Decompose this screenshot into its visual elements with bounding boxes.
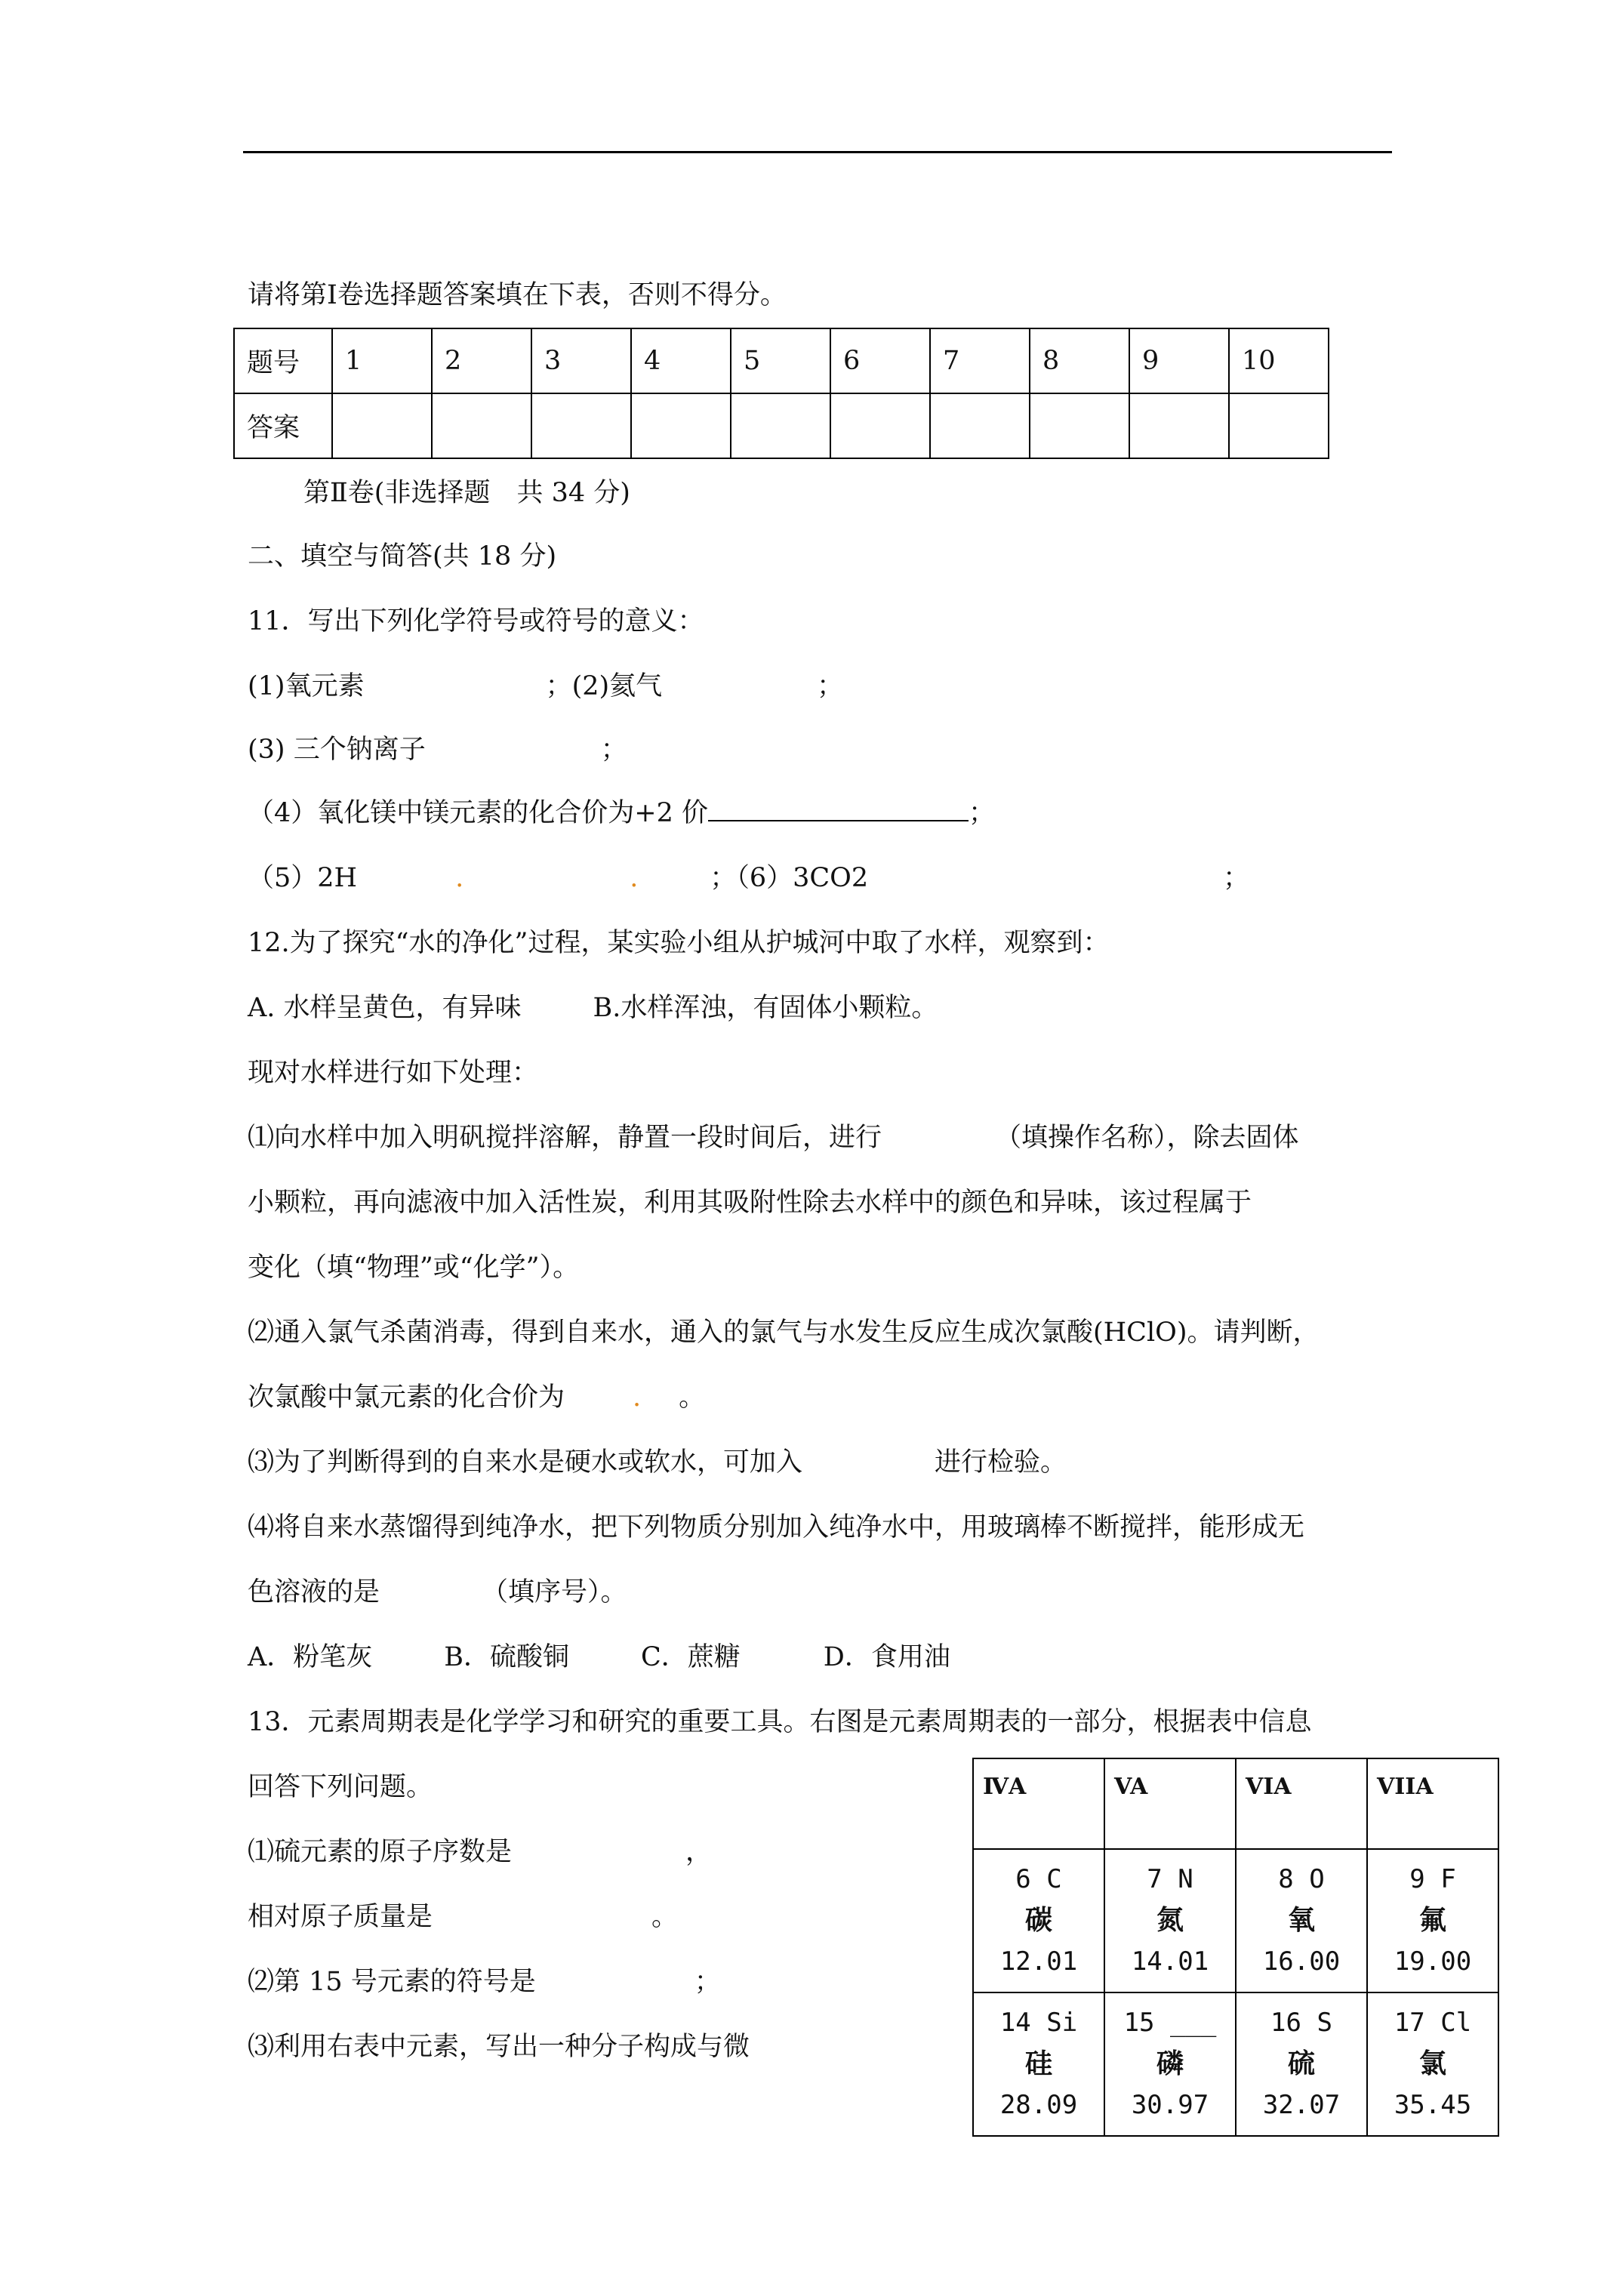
element-cell: 16 S 硫 32.07	[1236, 1992, 1367, 2136]
question-number: 1	[332, 328, 432, 393]
answer-cell[interactable]	[631, 393, 731, 458]
question-number: 2	[432, 328, 531, 393]
answer-cell[interactable]	[1229, 393, 1329, 458]
q12-stem: 12.为了探究“水的净化”过程，某实验小组从护城河中取了水样，观察到：	[248, 928, 1110, 958]
answer-cell[interactable]	[1129, 393, 1229, 458]
q12-options	[248, 1641, 950, 1673]
q11-line5: （5）2H . . ；（6）3CO2 ；	[248, 863, 1250, 893]
group-header: VA	[1104, 1758, 1236, 1849]
q12-observations	[248, 992, 938, 1024]
option-a: A．粉笔灰	[248, 1642, 373, 1672]
question-number: 4	[631, 328, 731, 393]
q13-stem2: 回答下列问题。	[248, 1772, 433, 1802]
option-b: B．硫酸铜	[444, 1642, 570, 1672]
table-row	[973, 1849, 1498, 1992]
q11-part5: （5）2H	[248, 863, 358, 893]
question-number: 7	[930, 328, 1030, 393]
table-row	[234, 328, 1329, 393]
element-cell: 15 ___ 磷 30.97	[1104, 1992, 1236, 2136]
group-header: VIA	[1236, 1758, 1367, 1849]
q11-part1: (1)氧元素	[248, 671, 365, 701]
q12-step4-line1: ⑷将自来水蒸馏得到纯净水，把下列物质分别加入纯净水中，用玻璃棒不断搅拌，能形成无	[248, 1512, 1305, 1542]
answer-cell[interactable]	[432, 393, 531, 458]
answer-cell[interactable]	[731, 393, 830, 458]
option-d: D．食用油	[823, 1642, 950, 1672]
element-cell: 6 C 碳 12.01	[973, 1849, 1104, 1992]
q11-line4: （4）氧化镁中镁元素的化合价为+2 价 ；	[248, 798, 996, 828]
header-rule	[243, 151, 1392, 153]
observation-a: A. 水样呈黄色，有异味	[248, 993, 522, 1023]
table-row	[973, 1992, 1498, 2136]
q12-step1-line2: 小颗粒，再向滤液中加入活性炭，利用其吸附性除去水样中的颜色和异味，该过程属于	[248, 1188, 1252, 1218]
q12-step1-line1: ⑴向水样中加入明矾搅拌溶解，静置一段时间后，进行 （填操作名称），除去固体	[248, 1123, 1299, 1153]
question-number: 9	[1129, 328, 1229, 393]
element-cell: 8 O 氧 16.00	[1236, 1849, 1367, 1992]
element-cell: 9 F 氟 19.00	[1367, 1849, 1498, 1992]
periodic-table	[972, 1758, 1499, 2137]
q11-part4: （4）氧化镁中镁元素的化合价为+2 价	[248, 798, 708, 828]
answer-cell[interactable]	[930, 393, 1030, 458]
option-c: C．蔗糖	[641, 1642, 741, 1672]
answer-blank[interactable]	[708, 799, 969, 821]
q13-part1b: 相对原子质量是 。	[248, 1902, 679, 1932]
section2-title: 二、填空与简答(共 18 分)	[248, 541, 557, 572]
element-cell: 17 Cl 氯 35.45	[1367, 1992, 1498, 2136]
group-header: VIIA	[1367, 1758, 1498, 1849]
q12-treatment: 现对水样进行如下处理：	[248, 1058, 539, 1088]
q12-step4-line2: 色溶液的是 （填序号）。	[248, 1577, 627, 1607]
answer-table	[233, 328, 1329, 459]
q11-part6: （6）3CO2	[736, 863, 869, 893]
row-label-answer: 答案	[234, 393, 332, 458]
row-label-number: 题号	[234, 328, 332, 393]
element-cell: 14 Si 硅 28.09	[973, 1992, 1104, 2136]
table-row	[973, 1758, 1498, 1849]
q11-line3: (3) 三个钠离子 ；	[248, 735, 627, 765]
answer-cell[interactable]	[830, 393, 930, 458]
q12-step3: ⑶为了判断得到的自来水是硬水或软水，可加入 进行检验。	[248, 1447, 1067, 1478]
q13-part1: ⑴硫元素的原子序数是 ，	[248, 1837, 713, 1867]
intro-text: 请将第Ⅰ卷选择题答案填在下表，否则不得分。	[248, 280, 787, 310]
question-number: 6	[830, 328, 930, 393]
q13-stem: 13．元素周期表是化学学习和研究的重要工具。右图是元素周期表的一部分，根据表中信息	[248, 1707, 1312, 1737]
question-number: 3	[531, 328, 631, 393]
question-number: 8	[1030, 328, 1129, 393]
part2-title: 第Ⅱ卷(非选择题 共 34 分)	[303, 478, 630, 508]
q11-line1: (1)氧元素 ；(2)氦气 ；	[248, 671, 844, 701]
answer-cell[interactable]	[531, 393, 631, 458]
q13-part2: ⑵第 15 号元素的符号是 ；	[248, 1967, 721, 1997]
q12-step2-line1: ⑵通入氯气杀菌消毒，得到自来水，通入的氯气与水发生反应生成次氯酸(HClO)。请判断，	[248, 1318, 1320, 1348]
answer-cell[interactable]	[1030, 393, 1129, 458]
group-header: ⅣA	[973, 1758, 1104, 1849]
q12-step2-line2: 次氯酸中氯元素的化合价为 . 。	[248, 1382, 706, 1413]
q11-part3: (3) 三个钠离子	[248, 735, 426, 765]
question-number: 10	[1229, 328, 1329, 393]
observation-b: B.水样浑浊，有固体小颗粒。	[593, 993, 938, 1023]
q12-step1-line3: 变化（填“物理”或“化学”）。	[248, 1253, 580, 1283]
answer-cell[interactable]	[332, 393, 432, 458]
q13-part3: ⑶利用右表中元素，写出一种分子构成与微	[248, 2032, 750, 2062]
table-row	[234, 393, 1329, 458]
q11-stem: 11．写出下列化学符号或符号的意义：	[248, 606, 704, 636]
element-cell: 7 N 氮 14.01	[1104, 1849, 1236, 1992]
question-number: 5	[731, 328, 830, 393]
